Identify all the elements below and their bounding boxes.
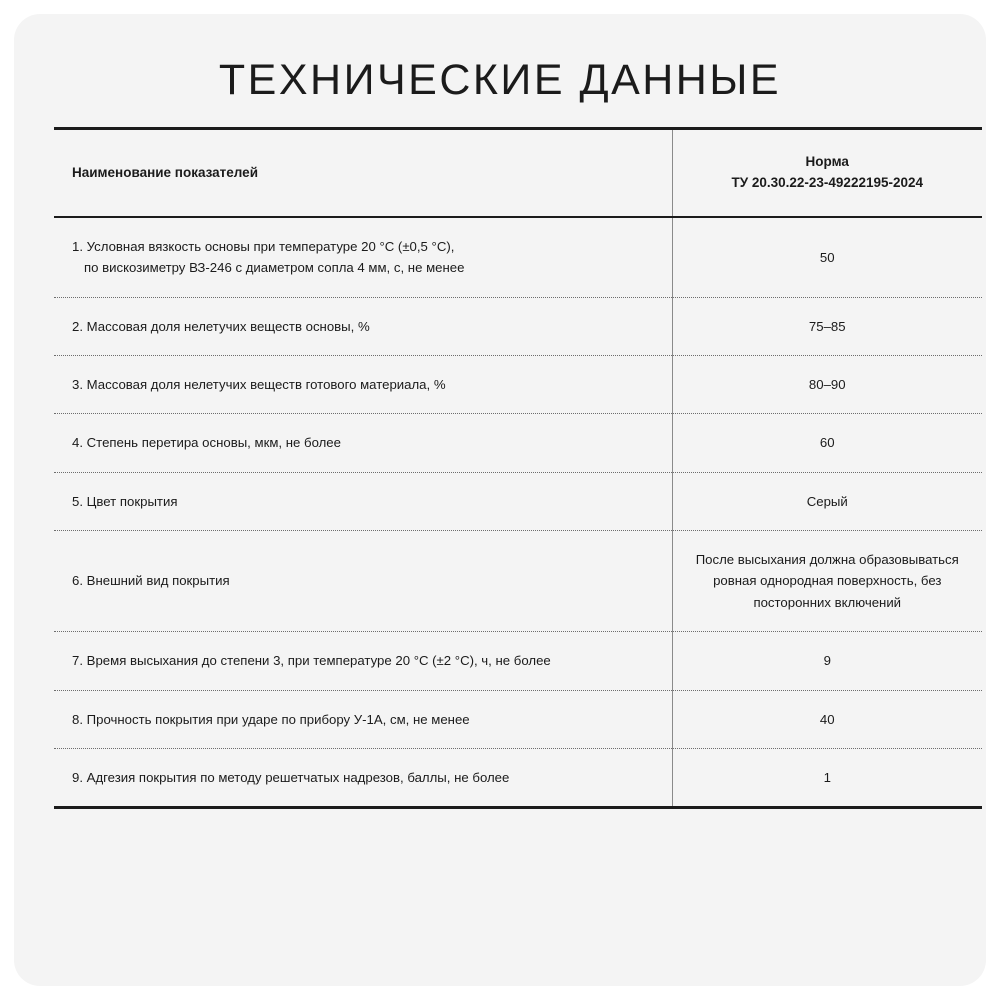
row-name-7: 7. Время высыхания до степени 3, при температуре 20 °С (±2 °С), ч, не более bbox=[54, 632, 672, 690]
table-header bbox=[54, 130, 982, 217]
row-value-2: 75–85 bbox=[672, 297, 982, 355]
column-header-norm-title: Норма bbox=[805, 154, 849, 169]
row-name-1-line1: 1. Условная вязкость основы при температуре 20 °С (±0,5 °С), bbox=[72, 238, 455, 254]
table-body bbox=[54, 217, 982, 807]
column-header-norm bbox=[672, 130, 982, 217]
row-value-6: После высыхания должна образовываться ровная однородная поверхность, без посторонних включений bbox=[672, 531, 982, 632]
table-row bbox=[54, 748, 982, 806]
row-name-1-line2: по вискозиметру ВЗ-246 с диаметром сопла 4 мм, с, не менее bbox=[84, 260, 465, 276]
row-name-5: 5. Цвет покрытия bbox=[54, 472, 672, 530]
row-name-2: 2. Массовая доля нелетучих веществ основы, % bbox=[54, 297, 672, 355]
row-value-1: 50 bbox=[672, 217, 982, 297]
spec-table-wrapper bbox=[54, 127, 982, 809]
column-header-name: Наименование показателей bbox=[54, 130, 672, 217]
table-bottom-rule bbox=[54, 806, 982, 809]
table-header-row bbox=[54, 130, 982, 217]
table-row bbox=[54, 217, 982, 297]
table-row bbox=[54, 632, 982, 690]
row-value-5: Серый bbox=[672, 472, 982, 530]
row-name-1 bbox=[54, 217, 672, 297]
row-name-8: 8. Прочность покрытия при ударе по прибору У-1А, см, не менее bbox=[54, 690, 672, 748]
page-title: ТЕХНИЧЕСКИЕ ДАННЫЕ bbox=[218, 56, 782, 104]
table-row bbox=[54, 297, 982, 355]
table-row bbox=[54, 472, 982, 530]
technical-data-table bbox=[54, 130, 982, 806]
row-value-3: 80–90 bbox=[672, 355, 982, 413]
row-value-4: 60 bbox=[672, 414, 982, 472]
row-value-7: 9 bbox=[672, 632, 982, 690]
table-row bbox=[54, 531, 982, 632]
column-header-norm-spec: ТУ 20.30.22-23-49222195-2024 bbox=[731, 174, 924, 190]
spec-card bbox=[14, 14, 986, 986]
row-name-6: 6. Внешний вид покрытия bbox=[54, 531, 672, 632]
table-row bbox=[54, 355, 982, 413]
row-name-4: 4. Степень перетира основы, мкм, не более bbox=[54, 414, 672, 472]
row-value-8: 40 bbox=[672, 690, 982, 748]
row-value-9: 1 bbox=[672, 748, 982, 806]
table-row bbox=[54, 414, 982, 472]
table-row bbox=[54, 690, 982, 748]
row-name-3: 3. Массовая доля нелетучих веществ готового материала, % bbox=[54, 355, 672, 413]
row-name-9: 9. Адгезия покрытия по методу решетчатых надрезов, баллы, не более bbox=[72, 769, 510, 785]
